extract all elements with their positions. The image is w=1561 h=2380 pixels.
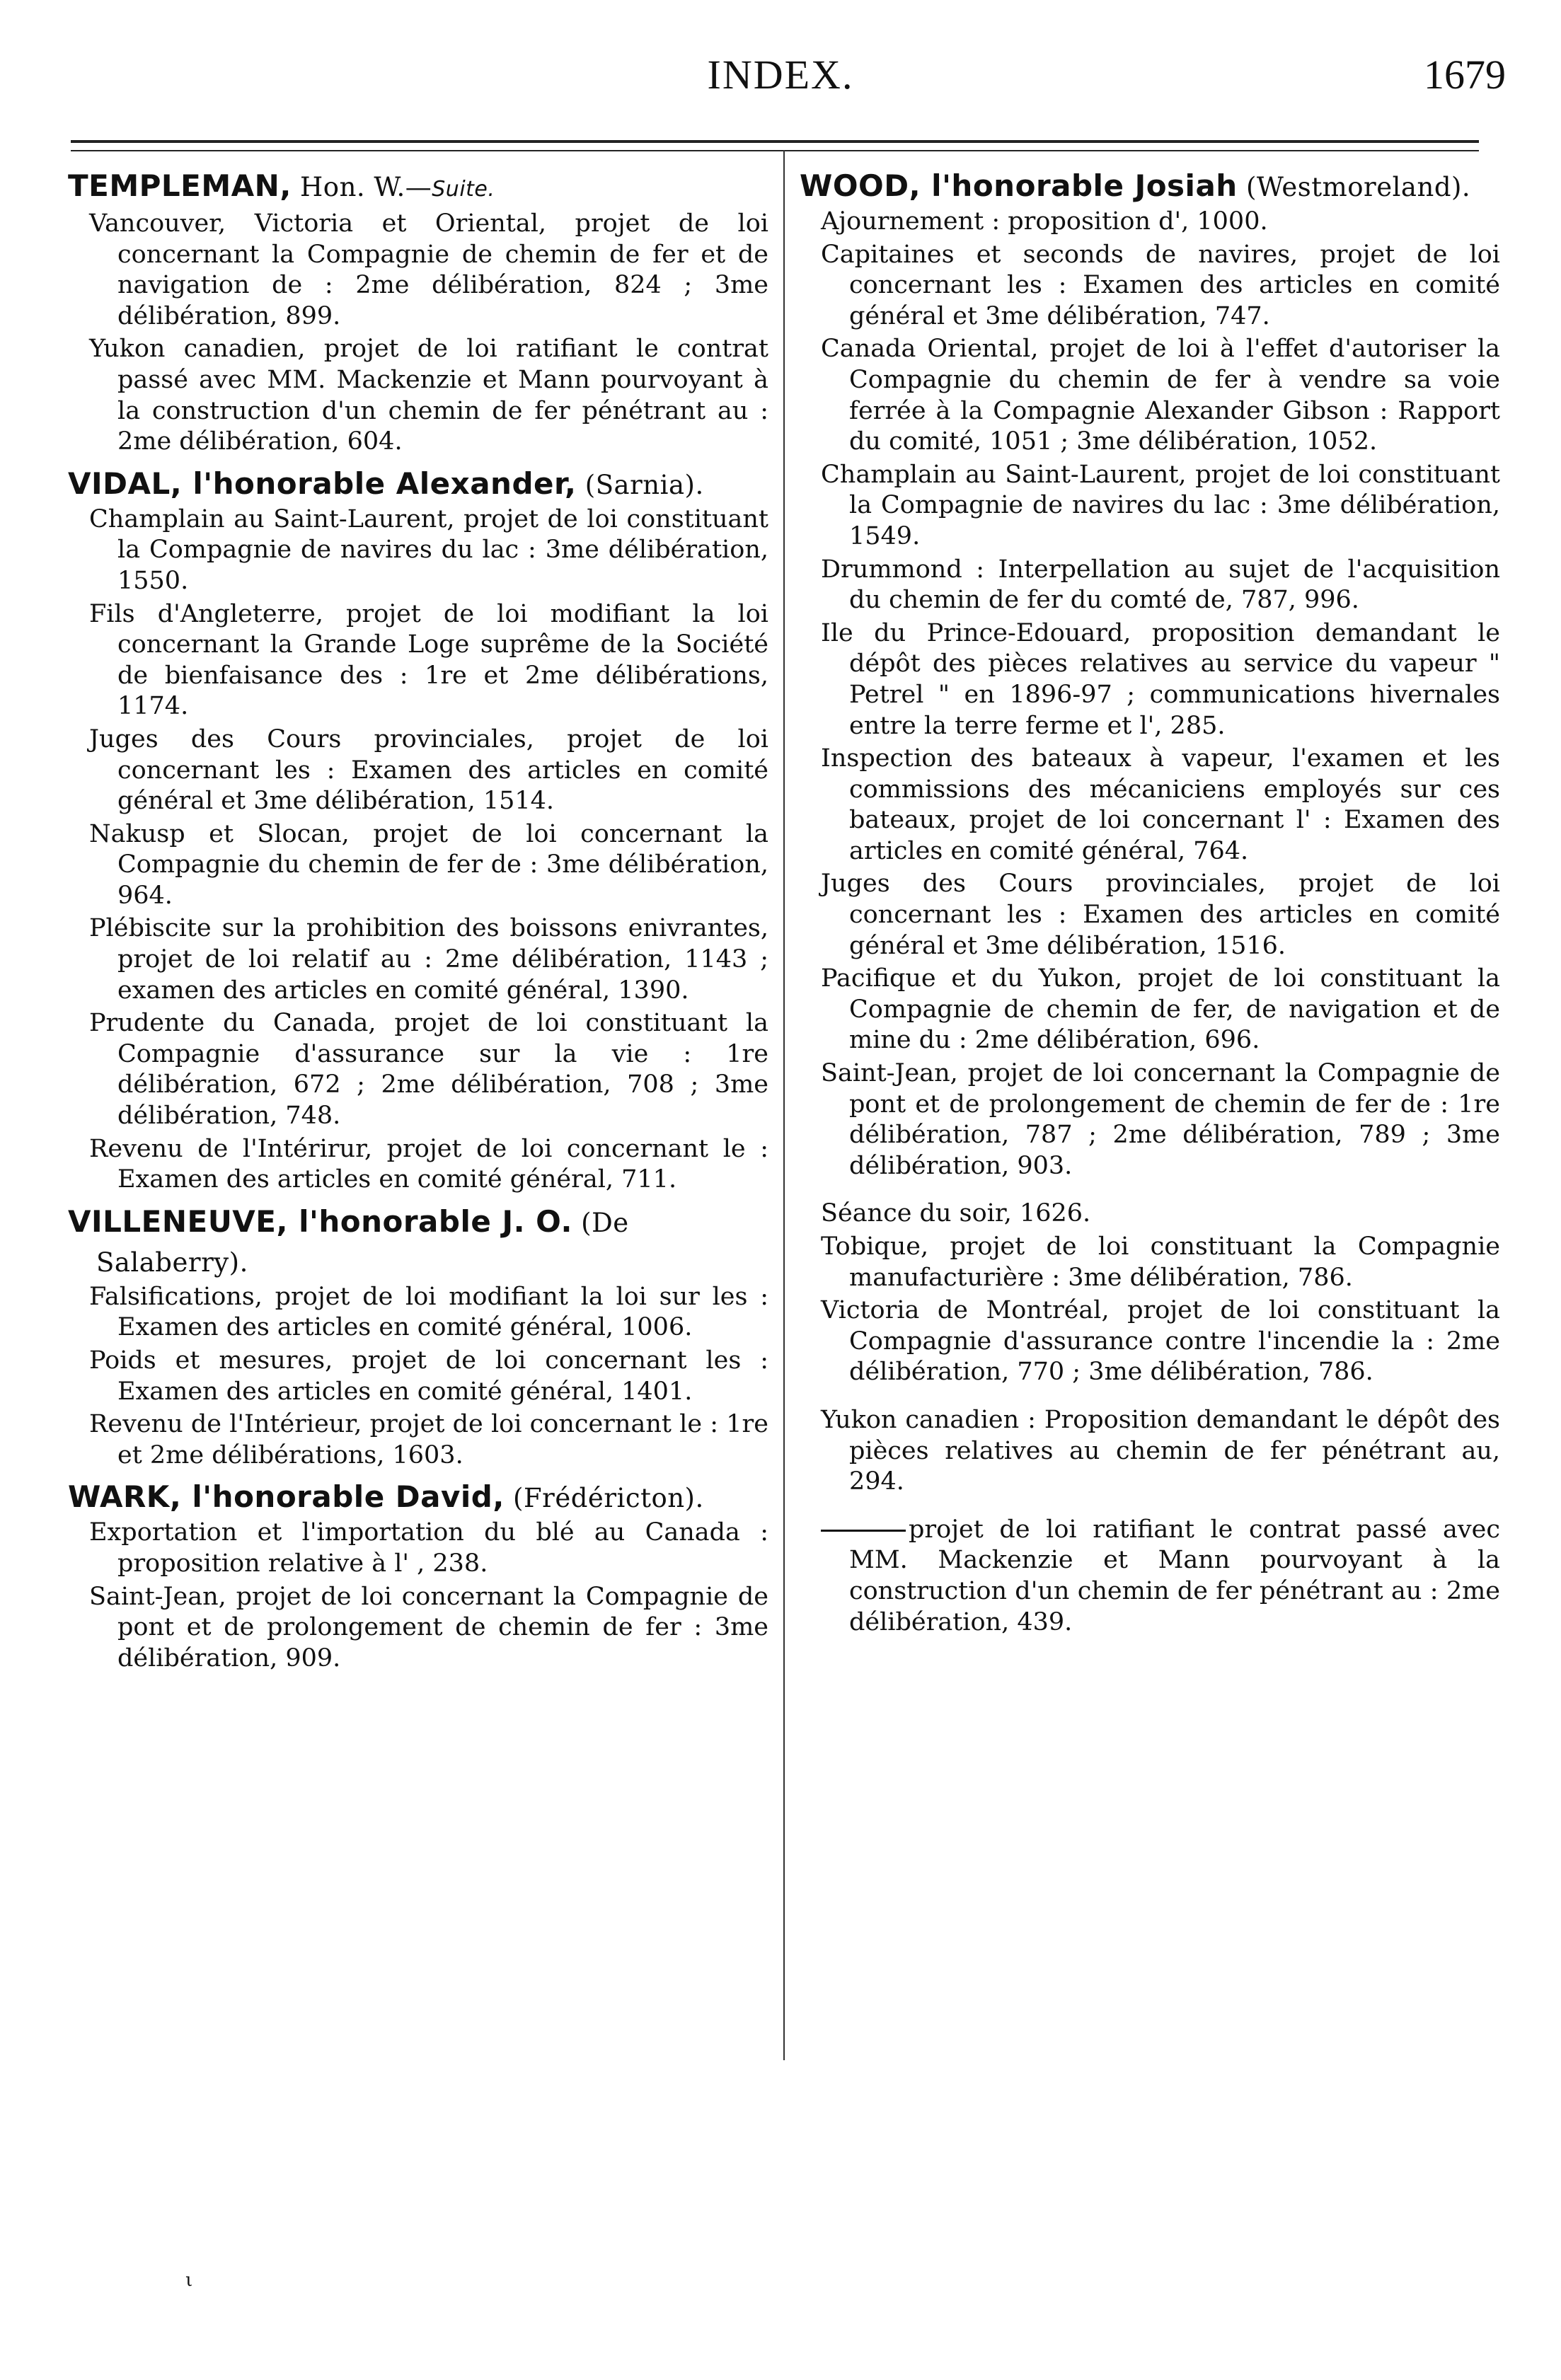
index-entry: Exportation et l'importation du blé au Canada : proposition relative à l' , 238. [89, 1518, 768, 1578]
index-entry: Drummond : Interpellation au sujet de l'acquisition du chemin de fer du comté de, 787, 996. [821, 555, 1500, 615]
person-name: WARK, l'honorable David, [68, 1479, 505, 1515]
index-entry: Plébiscite sur la prohibition des boissons enivrantes, projet de loi relatif au : 2me délibération, 1143 ; examen des articles en comité général, 1390. [89, 914, 768, 1005]
right-column [800, 167, 1500, 1645]
index-entry: Tobique, projet de loi constituant la Compagnie manufacturière : 3me délibération, 786. [821, 1232, 1500, 1292]
person-name: VILLENEUVE, l'honorable J. O. [68, 1203, 572, 1239]
index-entry: Champlain au Saint-Laurent, projet de loi constituant la Compagnie de navires du lac : 3me délibération, 1549. [821, 460, 1500, 550]
index-entry: Champlain au Saint-Laurent, projet de loi constituant la Compagnie de navires du lac : 3me délibération, 1550. [89, 504, 768, 595]
page-number: 1679 [1424, 52, 1506, 98]
index-entry: Prudente du Canada, projet de loi constituant la Compagnie d'assurance sur la vie : 1re délibération, 672 ; 2me délibération, 708 ; 3me délibération, 748. [89, 1009, 768, 1131]
index-entry: Inspection des bateaux à vapeur, l'examen et les commissions des mécaniciens employés sur ces bateaux, projet de loi concernant l' : Examen des articles en comité général, 764. [821, 744, 1500, 865]
person-riding: (Frédéricton). [504, 1483, 704, 1514]
index-person-vidal [68, 465, 768, 1196]
index-entry: Séance du soir, 1626. [821, 1199, 1091, 1228]
person-name: TEMPLEMAN, [68, 168, 292, 203]
index-entry: Ajournement : proposition d', 1000. [821, 207, 1268, 236]
index-entry: Saint-Jean, projet de loi concernant la Compagnie de pont et de prolongement de chemin de fer : 3me délibération, 909. [89, 1582, 768, 1673]
index-entry: Revenu de l'Intérirur, projet de loi concernant le : Examen des articles en comité général, 711. [89, 1134, 768, 1194]
page-title: INDEX. [707, 52, 854, 98]
stray-mark: ι [185, 2270, 193, 2291]
person-riding: (Sarnia). [576, 469, 704, 500]
person-name: WOOD, l'honorable Josiah [800, 168, 1238, 203]
person-riding: (De Salaberry). [96, 1207, 629, 1278]
person-heading [68, 465, 768, 504]
index-entry: Yukon canadien : Proposition demandant le dépôt des pièces relatives au chemin de fer pénétrant au, 294. [821, 1405, 1500, 1496]
index-entry: Falsifications, projet de loi modifiant la loi sur les : Examen des articles en comité général, 1006. [89, 1282, 768, 1342]
index-entry: Juges des Cours provinciales, projet de loi concernant les : Examen des articles en comité général et 3me délibération, 1516. [821, 870, 1500, 960]
person-heading [68, 1203, 768, 1282]
index-entry: Capitaines et seconds de navires, projet de loi concernant les : Examen des articles en comité général et 3me délibération, 747. [821, 240, 1500, 330]
index-entry: Canada Oriental, projet de loi à l'effet d'autoriser la Compagnie du chemin de fer à vendre sa voie ferrée à la Compagnie Alexander Gibson : Rapport du comité, 1051 ; 3me délibération, 1052. [821, 335, 1500, 456]
running-head [0, 44, 1561, 108]
index-person-wark [68, 1478, 768, 1674]
person-heading [800, 167, 1500, 207]
index-entry: Poids et mesures, projet de loi concernant les : Examen des articles en comité général, 1401. [89, 1346, 768, 1406]
index-entry: Vancouver, Victoria et Oriental, projet de loi concernant la Compagnie de chemin de fer et de navigation de : 2me délibération, 824 ; 3me délibération, 899. [89, 209, 768, 330]
index-entry: Pacifique et du Yukon, projet de loi constituant la Compagnie de chemin de fer, de navigation et de mine du : 2me délibération, 696. [821, 964, 1500, 1055]
index-entry: Ile du Prince-Edouard, proposition demandant le dépôt des pièces relatives au service du vapeur " Petrel " en 1896-97 ; communications hivernales entre la terre ferme et l', 285. [821, 618, 1500, 740]
person-suite: Suite. [432, 177, 495, 202]
person-heading [68, 167, 768, 209]
column-divider [783, 150, 785, 2060]
index-entry-continuation [800, 1515, 1500, 1638]
index-person-wood [800, 167, 1500, 1638]
person-riding: (Westmoreland). [1237, 172, 1471, 202]
header-rule-thin [71, 150, 1479, 151]
index-entry: Revenu de l'Intérieur, projet de loi concernant le : 1re et 2me délibérations, 1603. [89, 1410, 768, 1469]
person-name: VIDAL, l'honorable Alexander, [68, 466, 577, 501]
index-person-templeman [68, 167, 768, 458]
header-rule-thick [71, 140, 1479, 143]
index-entry: Fils d'Angleterre, projet de loi modifiant la loi concernant la Grande Loge suprême de la Société de bienfaisance des : 1re et 2me délibérations, 1174. [89, 599, 768, 721]
ditto-dash [821, 1530, 906, 1532]
index-person-villeneuve [68, 1203, 768, 1472]
person-heading [68, 1478, 768, 1518]
index-entry: Juges des Cours provinciales, projet de loi concernant les : Examen des articles en comité général et 3me délibération, 1514. [89, 724, 768, 816]
index-entry: Yukon canadien, projet de loi ratifiant le contrat passé avec MM. Mackenzie et Mann pourvoyant à la construction d'un chemin de fer pénétrant au : 2me délibération, 604. [89, 335, 768, 456]
left-column [68, 167, 768, 1681]
index-entry: Nakusp et Slocan, projet de loi concernant la Compagnie du chemin de fer de : 3me délibération, 964. [89, 819, 768, 910]
index-entry: Saint-Jean, projet de loi concernant la Compagnie de pont et de prolongement de chemin de fer de : 1re délibération, 787 ; 2me délibération, 789 ; 3me délibération, 903. [821, 1059, 1500, 1180]
continuation-text: projet de loi ratifiant le contrat passé avec MM. Mackenzie et Mann pourvoyant à la construction d'un chemin de fer pénétrant au : 2me délibération, 439. [849, 1515, 1500, 1636]
person-title: Hon. W.— [291, 172, 432, 202]
index-entry: Victoria de Montréal, projet de loi constituant la Compagnie d'assurance contre l'incendie la : 2me délibération, 770 ; 3me délibération, 786. [821, 1296, 1500, 1387]
